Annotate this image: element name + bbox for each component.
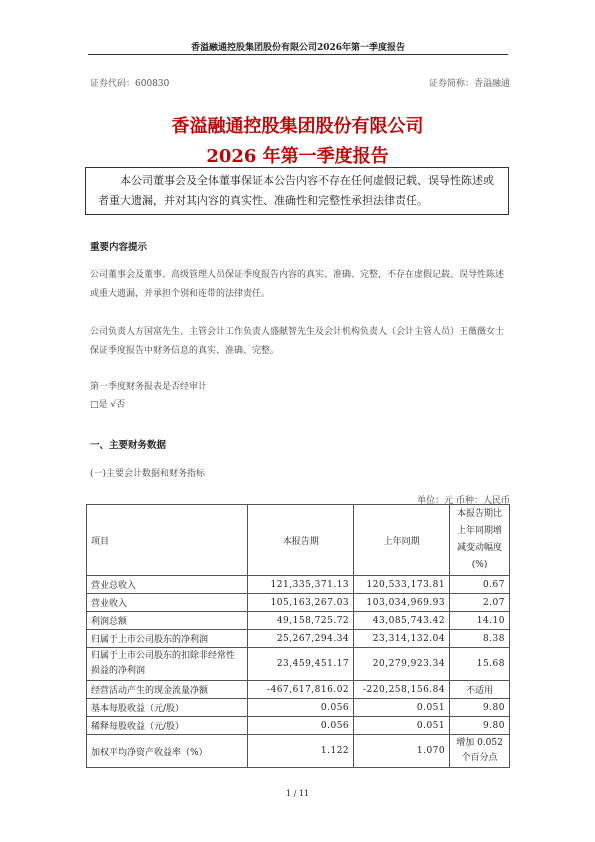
table-header-row [87, 505, 510, 576]
table-cell: 15.68 [450, 648, 510, 681]
important-heading: 重要内容提示 [90, 242, 148, 253]
table-cell: 105,163,267.03 [248, 594, 354, 612]
financial-table [86, 504, 510, 768]
table-cell: 49,158,725.72 [248, 612, 354, 630]
table-cell: 0.056 [248, 699, 354, 717]
subsection-heading: (一)主要会计数据和财务指标 [90, 469, 206, 479]
table-cell: 23,459,451.17 [248, 648, 354, 681]
running-header: 香溢融通控股集团股份有限公司2026年第一季度报告 [190, 43, 406, 53]
table-cell: 营业总收入 [87, 576, 248, 594]
table-row [87, 648, 510, 681]
table-cell: 0.056 [248, 717, 354, 735]
table-cell: 121,335,371.13 [248, 576, 354, 594]
section-heading: 一、主要财务数据 [90, 440, 167, 451]
table-cell: 经营活动产生的现金流量净额 [87, 681, 248, 699]
unit-note: 单位：元 币种：人民币 [417, 496, 510, 506]
table-cell: -220,258,156.84 [354, 681, 450, 699]
table-cell: 稀释每股收益（元/股） [87, 717, 248, 735]
important-paragraph-2: 公司负责人方国富先生、主管会计工作负责人盛献智先生及会计机构负责人（会计主管人员）王薇薇女士保证季度报告中财务信息的真实、准确、完整。 [90, 327, 505, 356]
table-header-cell: 本报告期比上年同期增减变动幅度(%) [450, 505, 510, 576]
table-cell: 9.80 [450, 699, 510, 717]
table-cell: 25,267,294.34 [248, 630, 354, 648]
table-row [87, 681, 510, 699]
security-code: 证券代码：600830 [90, 79, 170, 89]
table-cell: 基本每股收益（元/股） [87, 699, 248, 717]
security-short-name: 证券简称：香溢融通 [428, 79, 510, 89]
table-cell: 归属于上市公司股东的净利润 [87, 630, 248, 648]
table-cell: 营业收入 [87, 594, 248, 612]
table-row [87, 594, 510, 612]
table-cell: 增加 0.052 个百分点 [450, 735, 510, 768]
page-number: 1 / 11 [285, 789, 310, 798]
table-cell: 0.051 [354, 699, 450, 717]
report-title: 2026 年第一季度报告 [206, 146, 389, 167]
table-cell: 14.10 [450, 612, 510, 630]
table-cell: 1.122 [248, 735, 354, 768]
table-cell: 1.070 [354, 735, 450, 768]
table-cell: 0.051 [354, 717, 450, 735]
important-paragraph-1: 公司董事会及董事、高级管理人员保证季度报告内容的真实、准确、完整，不存在虚假记载、误导性陈述或重大遗漏，并承担个别和连带的法律责任。 [90, 270, 505, 299]
table-row [87, 630, 510, 648]
table-cell: 归属于上市公司股东的扣除非经常性损益的净利润 [87, 648, 248, 681]
company-title: 香溢融通控股集团股份有限公司 [171, 116, 424, 137]
table-cell: 不适用 [450, 681, 510, 699]
table-cell: 20,279,923.34 [354, 648, 450, 681]
table-header-cell: 项目 [87, 505, 248, 576]
table-cell: 加权平均净资产收益率（%） [87, 735, 248, 768]
table-row [87, 576, 510, 594]
table-cell: 9.80 [450, 717, 510, 735]
table-cell: 0.67 [450, 576, 510, 594]
table-cell: 120,533,173.81 [354, 576, 450, 594]
table-cell: 43,085,743.42 [354, 612, 450, 630]
audit-question: 第一季度财务报表是否经审计 [90, 382, 208, 392]
header-rule [88, 54, 508, 55]
table-header-cell: 本报告期 [248, 505, 354, 576]
table-cell: 103,034,969.93 [354, 594, 450, 612]
table-row [87, 699, 510, 717]
table-row [87, 717, 510, 735]
table-cell: 8.38 [450, 630, 510, 648]
board-declaration-box: 本公司董事会及全体董事保证本公告内容不存在任何虚假记载、误导性陈述或者重大遗漏，并对其内容的真实性、准确性和完整性承担法律责任。 [85, 167, 509, 215]
table-header-cell: 上年同期 [354, 505, 450, 576]
table-cell: -467,617,816.02 [248, 681, 354, 699]
table-cell: 23,314,132.04 [354, 630, 450, 648]
table-row [87, 612, 510, 630]
table-cell: 利润总额 [87, 612, 248, 630]
security-code-row [90, 76, 510, 89]
table-row [87, 735, 510, 768]
table-cell: 2.07 [450, 594, 510, 612]
audit-answer: □是 √否 [90, 400, 126, 410]
